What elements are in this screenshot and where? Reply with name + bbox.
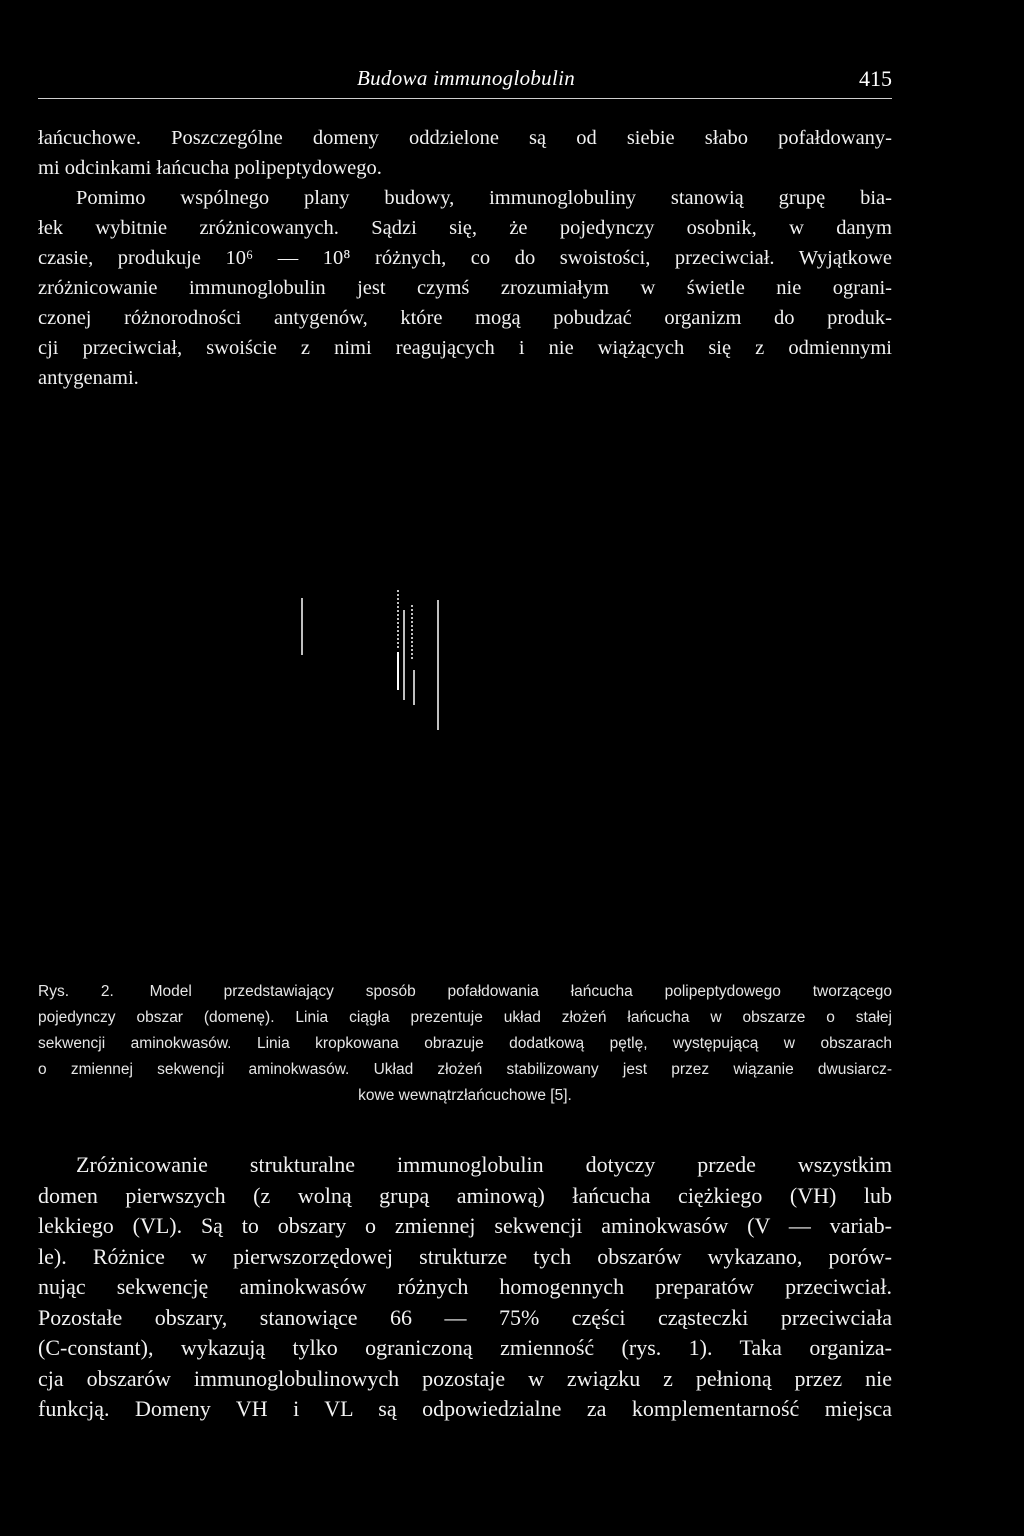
caption-line: o zmiennej sekwencji aminokwasów. Układ złożeń stabilizowany jest przez wiązanie dwusiarcz- — [38, 1061, 892, 1078]
text-line: cji przeciwciał, swoiście z nimi reagujących i nie wiążących się z odmiennymi — [38, 337, 892, 359]
caption-text: Model przedstawiający sposób pofałdowania łańcucha polipeptydowego tworzącego — [149, 983, 893, 1000]
text-line: mi odcinkami łańcucha polipeptydowego. — [38, 157, 382, 179]
caption-line — [38, 979, 892, 1005]
text-line: le). Różnice w pierwszorzędowej strukturze tych obszarów wykazano, porów- — [38, 1243, 892, 1269]
text-line: funkcją. Domeny VH i VL są odpowiedzialne za komplementarność miejsca — [38, 1396, 892, 1421]
text-line: czasie, produkuje 10⁶ — 10⁸ różnych, co do swoistości, przeciwciał. Wyjątkowe — [38, 247, 892, 269]
text-line: cja obszarów immunoglobulinowych pozostaje w związku z pełnioną przez nie — [38, 1365, 892, 1391]
text-line: Pomimo wspólnego plany budowy, immunoglobuliny stanowią grupę bia- — [76, 187, 892, 209]
fold-diagram — [280, 580, 480, 750]
paragraph-1 — [38, 123, 892, 183]
text-line: Zróżnicowanie strukturalne immunoglobulin dotyczy przede wszystkim — [76, 1152, 892, 1177]
caption-label: Rys. 2. — [38, 983, 114, 1000]
text-line: antygenami. — [38, 367, 139, 389]
text-line: domen pierwszych (z wolną grupą aminową) łańcucha ciężkiego (VH) lub — [38, 1182, 892, 1208]
page-number: 415 — [859, 66, 892, 91]
text-line: łańcuchowe. Poszczególne domeny oddzielone są od siebie słabo pofałdowany- — [38, 127, 892, 149]
domain-fold-figure — [280, 580, 480, 750]
text-line: łek wybitnie zróżnicowanych. Sądzi się, że pojedynczy osobnik, w danym — [38, 217, 892, 239]
caption-line: sekwencji aminokwasów. Linia kropkowana obrazuje dodatkową pętlę, występującą w obszarach — [38, 1035, 892, 1052]
text-line: (C-constant), wykazują tylko ograniczoną zmienność (rys. 1). Taka organiza- — [38, 1335, 892, 1360]
running-title: Budowa immunoglobulin — [357, 66, 576, 90]
paragraph-2 — [38, 183, 892, 393]
text-line: Pozostałe obszary, stanowiące 66 — 75% części cząsteczki przeciwciała — [38, 1304, 892, 1330]
caption-line: pojedynczy obszar (domenę). Linia ciągła prezentuje układ złożeń łańcucha w obszarze o stałej — [38, 1009, 892, 1026]
text-line: nując sekwencję aminokwasów różnych homogennych preparatów przeciwciał. — [38, 1274, 892, 1299]
text-line: lekkiego (VL). Są to obszary o zmiennej sekwencji aminokwasów (V — variab- — [38, 1213, 892, 1238]
header-rule — [38, 98, 892, 99]
text-line: czonej różnorodności antygenów, które mogą pobudzać organizm do produk- — [38, 307, 892, 329]
caption-line: kowe wewnątrzłańcuchowe [5]. — [358, 1087, 572, 1104]
page-header — [0, 66, 1024, 96]
paragraph-3 — [38, 1150, 892, 1425]
text-line: zróżnicowanie immunoglobulin jest czymś zrozumiałym w świetle nie ograni- — [38, 277, 892, 299]
figure-caption — [38, 979, 892, 1109]
